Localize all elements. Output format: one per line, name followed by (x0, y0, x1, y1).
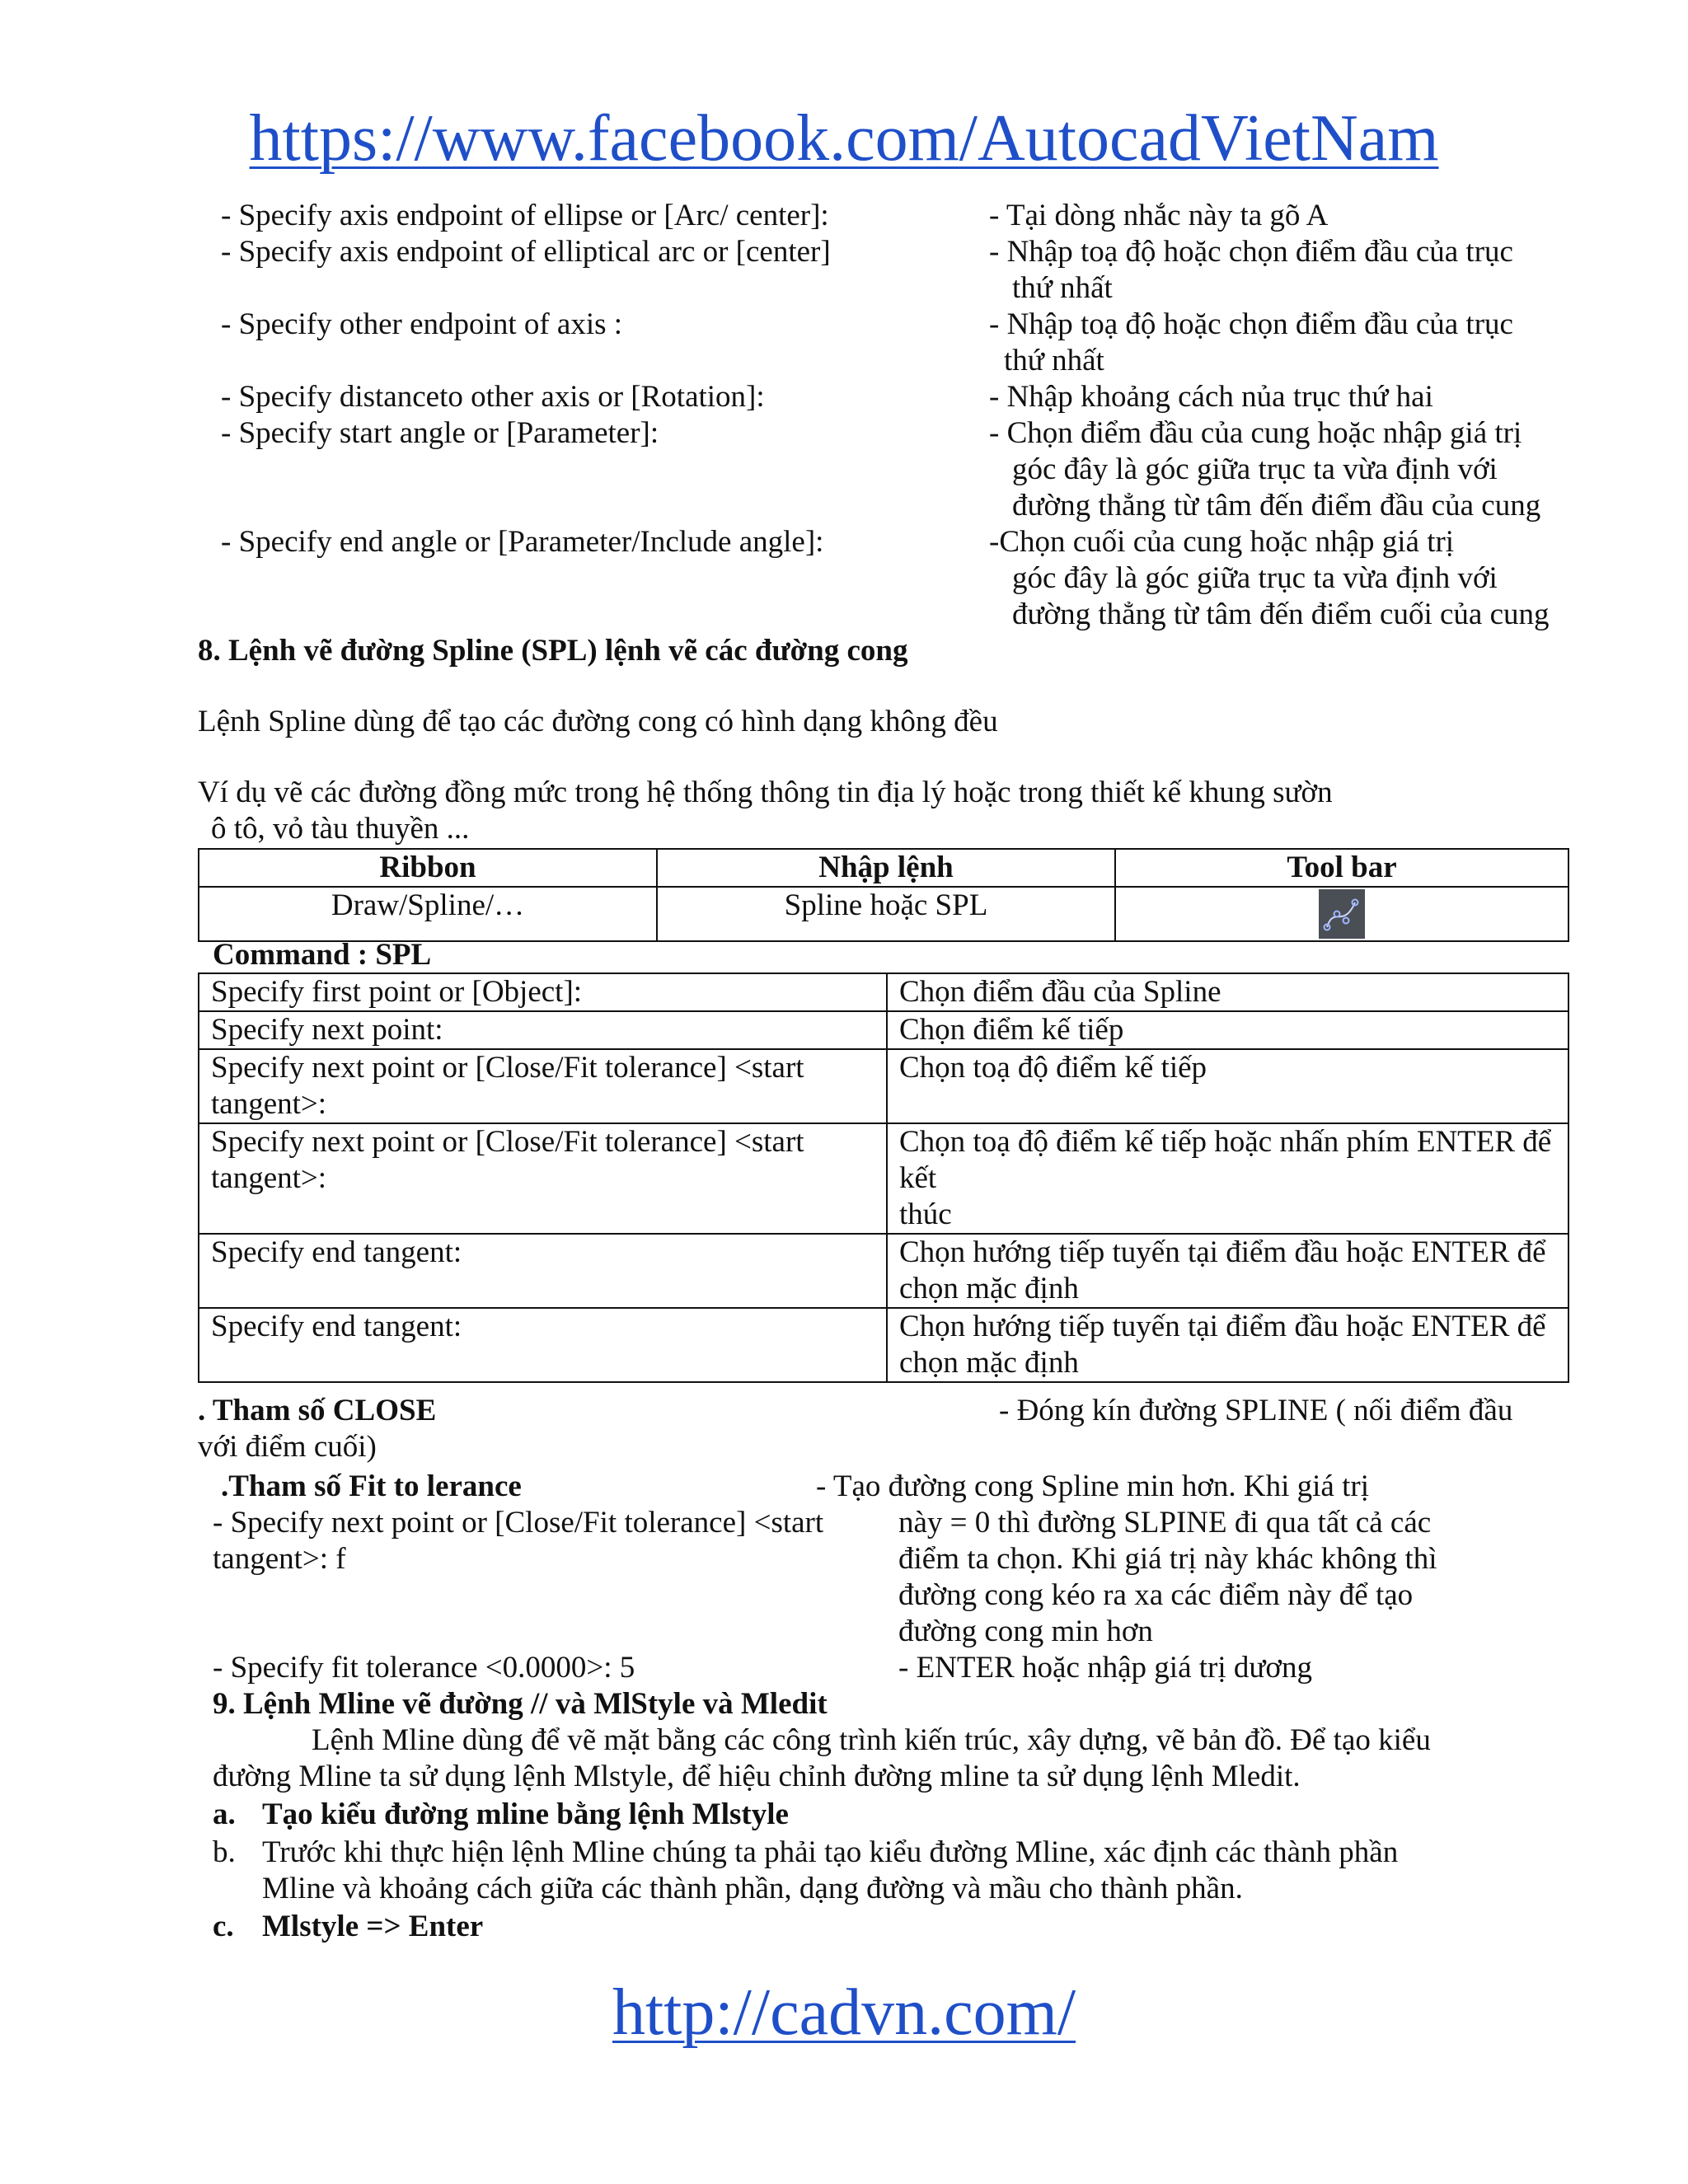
table-header: Ribbon (199, 849, 657, 887)
list-marker: c. (213, 1910, 234, 1943)
table-cell: Specify end tangent: (199, 1308, 887, 1382)
list-item (213, 1871, 1243, 1907)
prompt-desc: - Nhập khoảng cách nủa trục thứ hai (989, 380, 1433, 414)
prompt-text: - Specify fit tolerance <0.0000>: 5 (213, 1651, 635, 1685)
param-desc: điểm ta chọn. Khi giá trị này khác không thì (898, 1542, 1437, 1576)
paragraph: Ví dụ vẽ các đường đồng mức trong hệ thống thông tin địa lý hoặc trong thiết kế khung sườn (198, 776, 1333, 809)
paragraph: Lệnh Mline dùng để vẽ mặt bằng các công trình kiến trúc, xây dựng, vẽ bản đồ. Để tạo kiểu (312, 1723, 1431, 1757)
prompt-text: - Specify axis endpoint of ellipse or [Arc/ center]: (221, 199, 829, 232)
section-heading: 9. Lệnh Mline vẽ đường // và MlStyle và Mledit (213, 1687, 828, 1721)
prompt-text: - Specify next point or [Close/Fit tolerance] <start (213, 1506, 824, 1540)
list-item (213, 1835, 1399, 1871)
prompt-text: tangent>: f (213, 1542, 346, 1576)
table-cell: Chọn điểm kế tiếp (887, 1011, 1568, 1049)
list-marker: a. (213, 1797, 236, 1831)
table-cell: Chọn hướng tiếp tuyến tại điểm đầu hoặc ENTER để chọn mặc định (887, 1308, 1568, 1382)
table-cell: Chọn toạ độ điểm kế tiếp hoặc nhấn phím ENTER để kết thúc (887, 1123, 1568, 1234)
table-cell: Specify next point or [Close/Fit tolerance] <start tangent>: (199, 1049, 887, 1123)
paragraph: Lệnh Spline dùng để tạo các đường cong có hình dạng không đều (198, 705, 998, 738)
param-desc: - ENTER hoặc nhập giá trị dương (898, 1651, 1312, 1685)
table-row (199, 973, 1568, 1011)
prompt-text: - Specify axis endpoint of elliptical arc or [center] (221, 235, 831, 269)
prompt-text: - Specify end angle or [Parameter/Include angle]: (221, 525, 824, 559)
list-item (213, 1797, 789, 1833)
table-cell: Specify next point: (199, 1011, 887, 1049)
list-item (213, 1909, 484, 1945)
table-header: Nhập lệnh (657, 849, 1115, 887)
steps-table (198, 972, 1569, 1383)
table-row (199, 1123, 1568, 1234)
table-row (199, 1049, 1568, 1123)
footer-link[interactable]: http://cadvn.com/ (612, 1976, 1076, 2049)
param-desc: đường cong min hơn (898, 1615, 1153, 1648)
table-cell: Spline hoặc SPL (657, 887, 1115, 941)
section-heading: 8. Lệnh vẽ đường Spline (SPL) lệnh vẽ các đường cong (198, 634, 908, 668)
table-header: Tool bar (1115, 849, 1568, 887)
command-label: Command : SPL (213, 938, 432, 972)
param-desc: đường cong kéo ra xa các điểm này để tạo (898, 1578, 1414, 1612)
header-link[interactable]: https://www.facebook.com/AutocadVietNam (249, 102, 1439, 175)
param-desc: này = 0 thì đường SLPINE đi qua tất cả các (898, 1506, 1432, 1540)
table-cell: Chọn toạ độ điểm kế tiếp (887, 1049, 1568, 1123)
param-title: . Tham số CLOSE (198, 1394, 437, 1427)
list-text: Mline và khoảng cách giữa các thành phần, dạng đường và mầu cho thành phần. (262, 1872, 1243, 1905)
list-text: Mlstyle => Enter (262, 1910, 484, 1943)
spline-icon[interactable] (1319, 889, 1365, 939)
list-text: Tạo kiểu đường mline bằng lệnh Mlstyle (262, 1797, 789, 1831)
list-text: Trước khi thực hiện lệnh Mline chúng ta phải tạo kiểu đường Mline, xác định các thành phần (262, 1835, 1399, 1869)
paragraph: đường Mline ta sử dụng lệnh Mlstyle, để hiệu chỉnh đường mline ta sử dụng lệnh Mledit. (213, 1760, 1301, 1793)
paragraph: ô tô, vỏ tàu thuyền ... (211, 812, 470, 846)
table-row (199, 1308, 1568, 1382)
table-cell: Specify next point or [Close/Fit tolerance] <start tangent>: (199, 1123, 887, 1234)
prompt-desc: - Nhập toạ độ hoặc chọn điểm đầu của trục thứ nhất (989, 235, 1513, 305)
table-cell (1115, 887, 1568, 941)
prompt-desc: - Chọn điểm đầu của cung hoặc nhập giá trị góc đây là góc giữa trục ta vừa định với đường thẳng từ tâm đến điểm đầu của cung (989, 416, 1541, 523)
prompt-desc: -Chọn cuối của cung hoặc nhập giá trị góc đây là góc giữa trục ta vừa định với đường thẳng từ tâm đến điểm cuối của cung (989, 525, 1550, 631)
param-desc: - Tạo đường cong Spline min hơn. Khi giá trị (816, 1469, 1369, 1503)
prompt-text: - Specify distanceto other axis or [Rotation]: (221, 380, 765, 414)
param-desc: - Đóng kín đường SPLINE ( nối điểm đầu (999, 1394, 1513, 1427)
prompt-text: - Specify start angle or [Parameter]: (221, 416, 659, 450)
prompt-desc: - Tại dòng nhắc này ta gõ A (989, 199, 1329, 232)
table-cell: Specify first point or [Object]: (199, 973, 887, 1011)
table-cell: Chọn hướng tiếp tuyến tại điểm đầu hoặc ENTER để chọn mặc định (887, 1234, 1568, 1308)
prompt-desc: - Nhập toạ độ hoặc chọn điểm đầu của trục thứ nhất (989, 307, 1513, 377)
table-cell: Specify end tangent: (199, 1234, 887, 1308)
prompt-text: - Specify other endpoint of axis : (221, 307, 623, 341)
table-cell: Chọn điểm đầu của Spline (887, 973, 1568, 1011)
table-row (199, 1234, 1568, 1308)
param-title: .Tham số Fit to lerance (221, 1469, 522, 1503)
command-table (198, 848, 1569, 942)
param-desc-cont: với điểm cuối) (198, 1430, 377, 1464)
table-cell: Draw/Spline/… (199, 887, 657, 941)
list-marker: b. (213, 1835, 236, 1869)
table-row (199, 1011, 1568, 1049)
